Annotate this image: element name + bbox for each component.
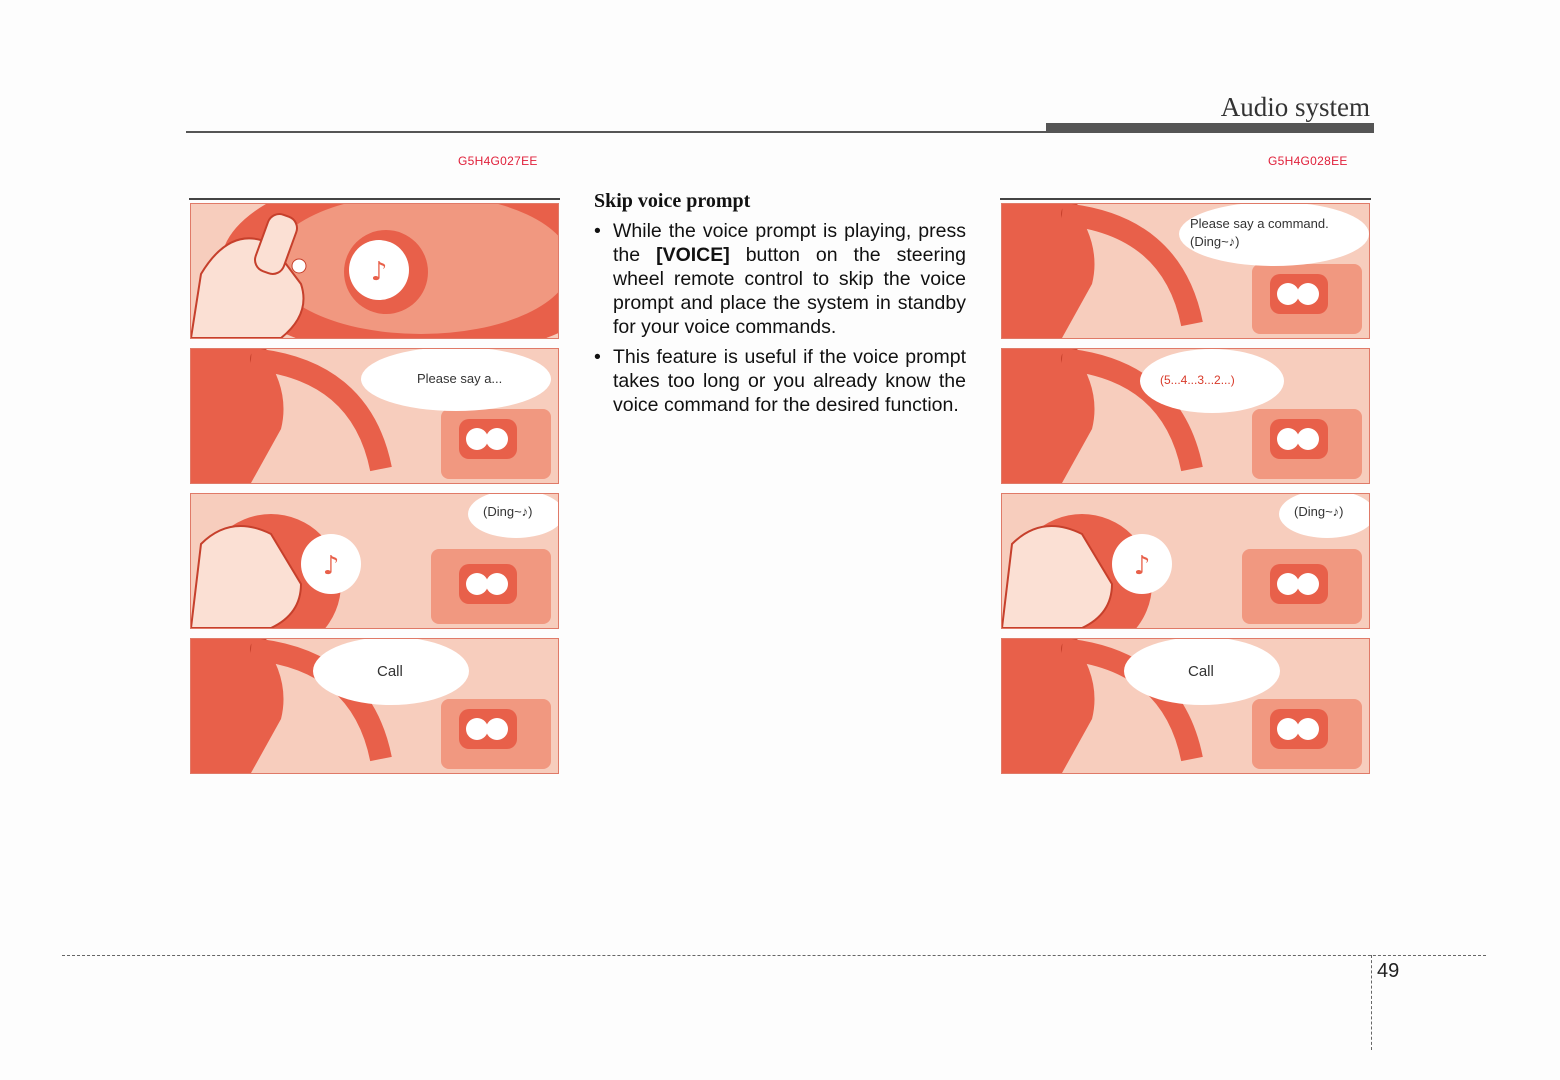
left-panel-3 [190,493,559,629]
speech-bubble-line-2: (Ding~♪) [1190,234,1240,249]
skip-voice-prompt-section [594,190,966,423]
bullet-item: • This feature is useful if the voice prompt takes too long or you already know the voice command for the desired function. [594,345,966,417]
driver-illustration [1002,349,1369,483]
left-figure-code: G5H4G027EE [458,154,538,168]
right-panel-4 [1001,638,1370,774]
left-panel-4 [190,638,559,774]
svg-text:♪: ♪ [1133,551,1151,581]
speech-bubble: Please say a command. [1190,216,1329,231]
driver-illustration [1002,639,1369,773]
speech-bubble: (Ding~♪) [483,504,533,519]
right-figure [1001,203,1370,783]
speech-bubble: Call [1188,663,1214,680]
left-panel-1 [190,203,559,339]
section-title: Skip voice prompt [594,190,751,212]
right-panel-1 [1001,203,1370,339]
speech-bubble: (Ding~♪) [1294,504,1344,519]
right-figure-code: G5H4G028EE [1268,154,1348,168]
header-rule [186,131,1374,133]
speech-bubble: Please say a... [417,371,503,386]
speech-bubble: (5...4...3...2...) [1160,373,1235,387]
footer-dashed-divider [1371,955,1372,1050]
svg-text:♪: ♪ [322,551,340,581]
left-figure [190,203,559,783]
left-figure-rule [189,198,560,200]
bullet-item: • While the voice prompt is playing, press the [VOICE] button on the steering wheel remote control to skip the voice prompt and place the system in standby for your voice commands. [594,219,966,339]
section-header-title: Audio system [1220,92,1370,122]
left-panel-2 [190,348,559,484]
right-panel-2 [1001,348,1370,484]
svg-text:♪: ♪ [370,257,388,287]
voice-button-icon [191,204,558,338]
right-figure-rule [1000,198,1371,200]
page-number: 49 [1377,960,1400,982]
driver-illustration [191,639,558,773]
speech-bubble: Call [377,663,403,680]
bullet-list [594,219,966,417]
driver-illustration [191,349,558,483]
right-panel-3 [1001,493,1370,629]
footer-dashed-rule [62,955,1486,956]
